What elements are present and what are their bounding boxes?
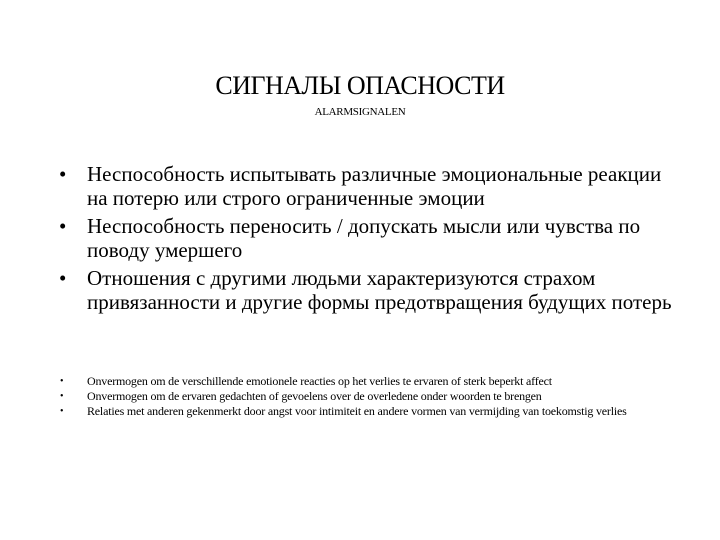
- list-item: [57, 374, 677, 389]
- list-item-text: Неспособность испытывать различные эмоциональные реакции на потерю или строго ограниченные эмоции: [87, 162, 662, 210]
- slide-title: СИГНАЛЫ ОПАСНОСТИ: [215, 71, 505, 100]
- list-item-text: Onvermogen om de verschillende emotionele reacties op het verlies te ervaren of sterk beperkt affect: [87, 374, 552, 388]
- list-item: [57, 214, 677, 262]
- list-item: [57, 389, 677, 404]
- bullet-icon: •: [60, 391, 64, 402]
- list-item: [57, 162, 677, 210]
- bullet-icon: •: [59, 266, 67, 290]
- list-item-text: Отношения с другими людьми характеризуются страхом привязанности и другие формы предотвращения будущих потерь: [87, 266, 672, 314]
- list-item-text: Неспособность переносить / допускать мысли или чувства по поводу умершего: [87, 214, 641, 262]
- list-item-text: Relaties met anderen gekenmerkt door angst voor intimiteit en andere vormen van vermijding van toekomstig verlies: [87, 404, 627, 418]
- bullet-icon: •: [59, 214, 67, 238]
- bullet-icon: •: [59, 162, 67, 186]
- dutch-bullet-list: [57, 374, 677, 419]
- list-item: [57, 266, 677, 314]
- slide-subtitle: ALARMSIGNALEN: [314, 106, 406, 118]
- list-item: [57, 404, 677, 419]
- russian-bullet-list: [57, 162, 677, 318]
- bullet-icon: •: [60, 376, 64, 387]
- bullet-icon: •: [60, 406, 64, 417]
- list-item-text: Onvermogen om de ervaren gedachten of gevoelens over de overledene onder woorden te brengen: [87, 389, 542, 403]
